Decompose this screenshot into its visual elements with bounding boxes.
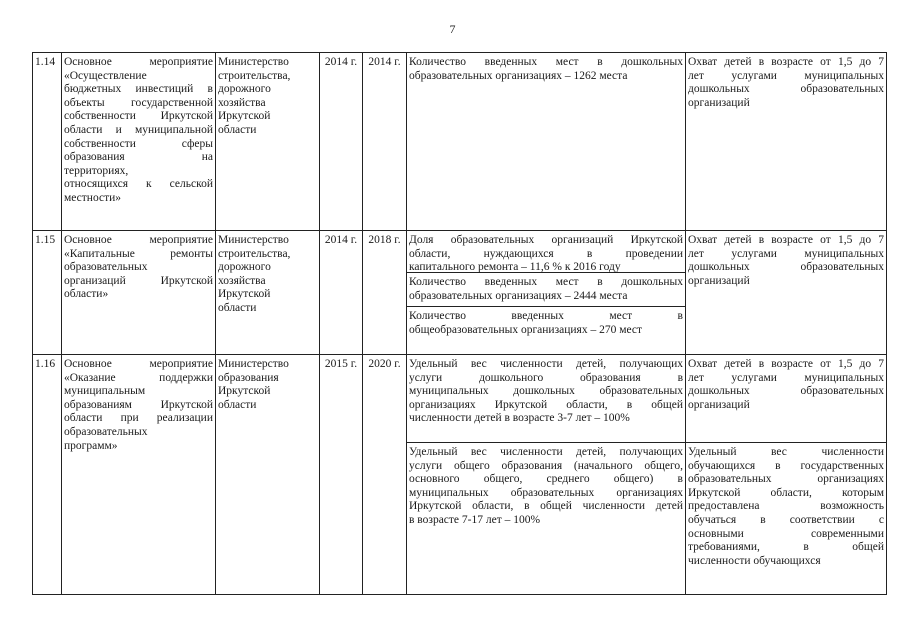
executor-line: Иркутской <box>218 385 271 398</box>
executor-cell <box>216 231 320 355</box>
indicator-line: Количество введенных мест в дошкольных <box>409 56 683 68</box>
result-line: Иркутской области, которым <box>688 486 884 499</box>
indicator-line: услуги общего образования (начального общего, <box>409 459 683 472</box>
page-number: 7 <box>449 22 456 36</box>
table-row <box>33 53 887 231</box>
executor-cell <box>216 53 320 231</box>
result-block <box>686 56 886 112</box>
activity-line: Основное мероприятие <box>64 358 213 370</box>
executor-line: Министерство <box>218 234 289 246</box>
executor-line: дорожного <box>218 261 271 274</box>
result-line: организаций <box>688 274 750 287</box>
activity-line: объекты государственной <box>64 96 213 109</box>
table-row <box>33 355 887 595</box>
executor-line: строительства, <box>218 247 291 260</box>
indicator-line: организациях Иркутской области, в общей <box>409 398 683 411</box>
table-body <box>33 53 887 595</box>
result-line: основными современными <box>688 527 884 540</box>
result-line: численности обучающихся <box>688 554 821 567</box>
activity-line: области» <box>64 288 109 301</box>
indicator-line: муниципальных дошкольных образовательных <box>409 385 683 398</box>
result-line: Охват детей в возрасте от 1,5 до 7 <box>688 234 884 246</box>
executor-line: дорожного <box>218 83 271 96</box>
result-cell <box>686 53 887 231</box>
result-cell <box>686 231 887 355</box>
start-year: 2014 г. <box>320 53 363 231</box>
activity-line: организаций Иркутской <box>64 274 213 287</box>
result-line: Удельный вес численности <box>688 446 884 458</box>
indicator-cell <box>407 231 686 355</box>
result-block <box>686 234 886 290</box>
activity-line: собственности Иркутской <box>64 110 213 123</box>
start-year: 2015 г. <box>320 355 363 595</box>
indicator-line: области, нуждающихся в проведении <box>409 247 683 260</box>
result-line: предоставлена возможность <box>688 500 884 513</box>
result-line: требованиями, в общей <box>688 541 884 554</box>
activity-line: местности» <box>64 191 122 204</box>
activity-line: бюджетных инвестиций в <box>64 83 213 96</box>
result-line: дошкольных образовательных <box>688 261 884 274</box>
indicator-line: общеобразовательных организациях – 270 мест <box>409 323 642 336</box>
result-line: организаций <box>688 398 750 411</box>
result-line: образовательных организациях <box>688 473 884 486</box>
activity-line: собственности сферы <box>64 137 213 150</box>
indicator-line: Количество введенных мест в <box>409 310 683 322</box>
indicator-block <box>407 56 685 85</box>
start-year: 2014 г. <box>320 231 363 355</box>
activity-line: образования на <box>64 151 213 164</box>
activity-line: «Капитальные ремонты <box>64 247 213 260</box>
indicator-block <box>407 306 685 339</box>
indicator-line: Удельный вес численности детей, получающих <box>409 446 683 458</box>
indicator-cell <box>407 355 686 595</box>
activity-line: образовательных <box>64 261 148 274</box>
executor-line: образования <box>218 371 279 384</box>
result-line: Охват детей в возрасте от 1,5 до 7 <box>688 358 884 370</box>
result-line: обучаться в соответствии с <box>688 513 884 526</box>
end-year: 2018 г. <box>363 231 407 355</box>
activity-line: программ» <box>64 439 118 452</box>
indicator-block <box>407 234 685 272</box>
result-line: лет услугами муниципальных <box>688 371 884 384</box>
activity-line: территориях, <box>64 164 129 177</box>
activity-line: Основное мероприятие <box>64 56 213 68</box>
result-cell <box>686 355 887 595</box>
executor-line: Иркутской <box>218 288 271 301</box>
result-line: дошкольных образовательных <box>688 385 884 398</box>
row-number: 1.16 <box>33 355 62 595</box>
activity-cell <box>62 53 216 231</box>
activity-line: области при реализации <box>64 412 213 425</box>
indicator-cell <box>407 53 686 231</box>
indicator-block <box>407 358 685 442</box>
indicator-line: в возрасте 7-17 лет – 100% <box>409 513 541 526</box>
indicator-line: образовательных организациях – 2444 места <box>409 289 628 302</box>
activity-line: муниципальным <box>64 385 146 398</box>
result-line: Охват детей в возрасте от 1,5 до 7 <box>688 56 884 68</box>
indicator-line: Иркутской области, в общей численности детей <box>409 500 683 513</box>
activity-line: образованиям Иркутской <box>64 398 213 411</box>
row-number: 1.14 <box>33 53 62 231</box>
result-line: организаций <box>688 96 750 109</box>
executor-line: области <box>218 123 257 136</box>
result-line: лет услугами муниципальных <box>688 69 884 82</box>
indicator-line: Количество введенных мест в дошкольных <box>409 276 683 288</box>
indicator-line: образовательных организациях – 1262 места <box>409 69 628 82</box>
activity-line: относящихся к сельской <box>64 178 213 191</box>
indicator-block <box>407 442 685 530</box>
indicator-line: муниципальных образовательных организациях <box>409 486 683 499</box>
indicator-block <box>407 272 685 306</box>
executor-line: строительства, <box>218 69 291 82</box>
executor-line: хозяйства <box>218 274 266 287</box>
table-row <box>33 231 887 355</box>
end-year: 2020 г. <box>363 355 407 595</box>
result-line: лет услугами муниципальных <box>688 247 884 260</box>
activity-line: области и муниципальной <box>64 123 213 136</box>
indicator-line: услуги дошкольного образования в <box>409 371 683 384</box>
executor-line: области <box>218 398 257 411</box>
result-block <box>686 442 886 570</box>
indicator-line: капитального ремонта – 11,6 % к 2016 году <box>409 261 621 274</box>
executor-line: хозяйства <box>218 96 266 109</box>
end-year: 2014 г. <box>363 53 407 231</box>
activity-line: «Осуществление <box>64 69 147 82</box>
activity-cell <box>62 231 216 355</box>
activity-line: Основное мероприятие <box>64 234 213 246</box>
row-number: 1.15 <box>33 231 62 355</box>
executor-cell <box>216 355 320 595</box>
indicator-line: численности детей в возрасте 3-7 лет – 100% <box>409 412 630 425</box>
result-line: дошкольных образовательных <box>688 83 884 96</box>
result-line: обучающихся в государственных <box>688 459 884 472</box>
executor-line: области <box>218 301 257 314</box>
indicator-line: основного общего, среднего общего) в <box>409 473 683 486</box>
result-block <box>686 358 886 442</box>
executor-line: Министерство <box>218 56 289 68</box>
indicator-line: Доля образовательных организаций Иркутской <box>409 234 683 246</box>
program-activities-table <box>32 52 887 595</box>
executor-line: Министерство <box>218 358 289 370</box>
executor-line: Иркутской <box>218 110 271 123</box>
activity-line: «Оказание поддержки <box>64 371 213 384</box>
indicator-line: Удельный вес численности детей, получающих <box>409 358 683 370</box>
activity-line: образовательных <box>64 425 148 438</box>
activity-cell <box>62 355 216 595</box>
